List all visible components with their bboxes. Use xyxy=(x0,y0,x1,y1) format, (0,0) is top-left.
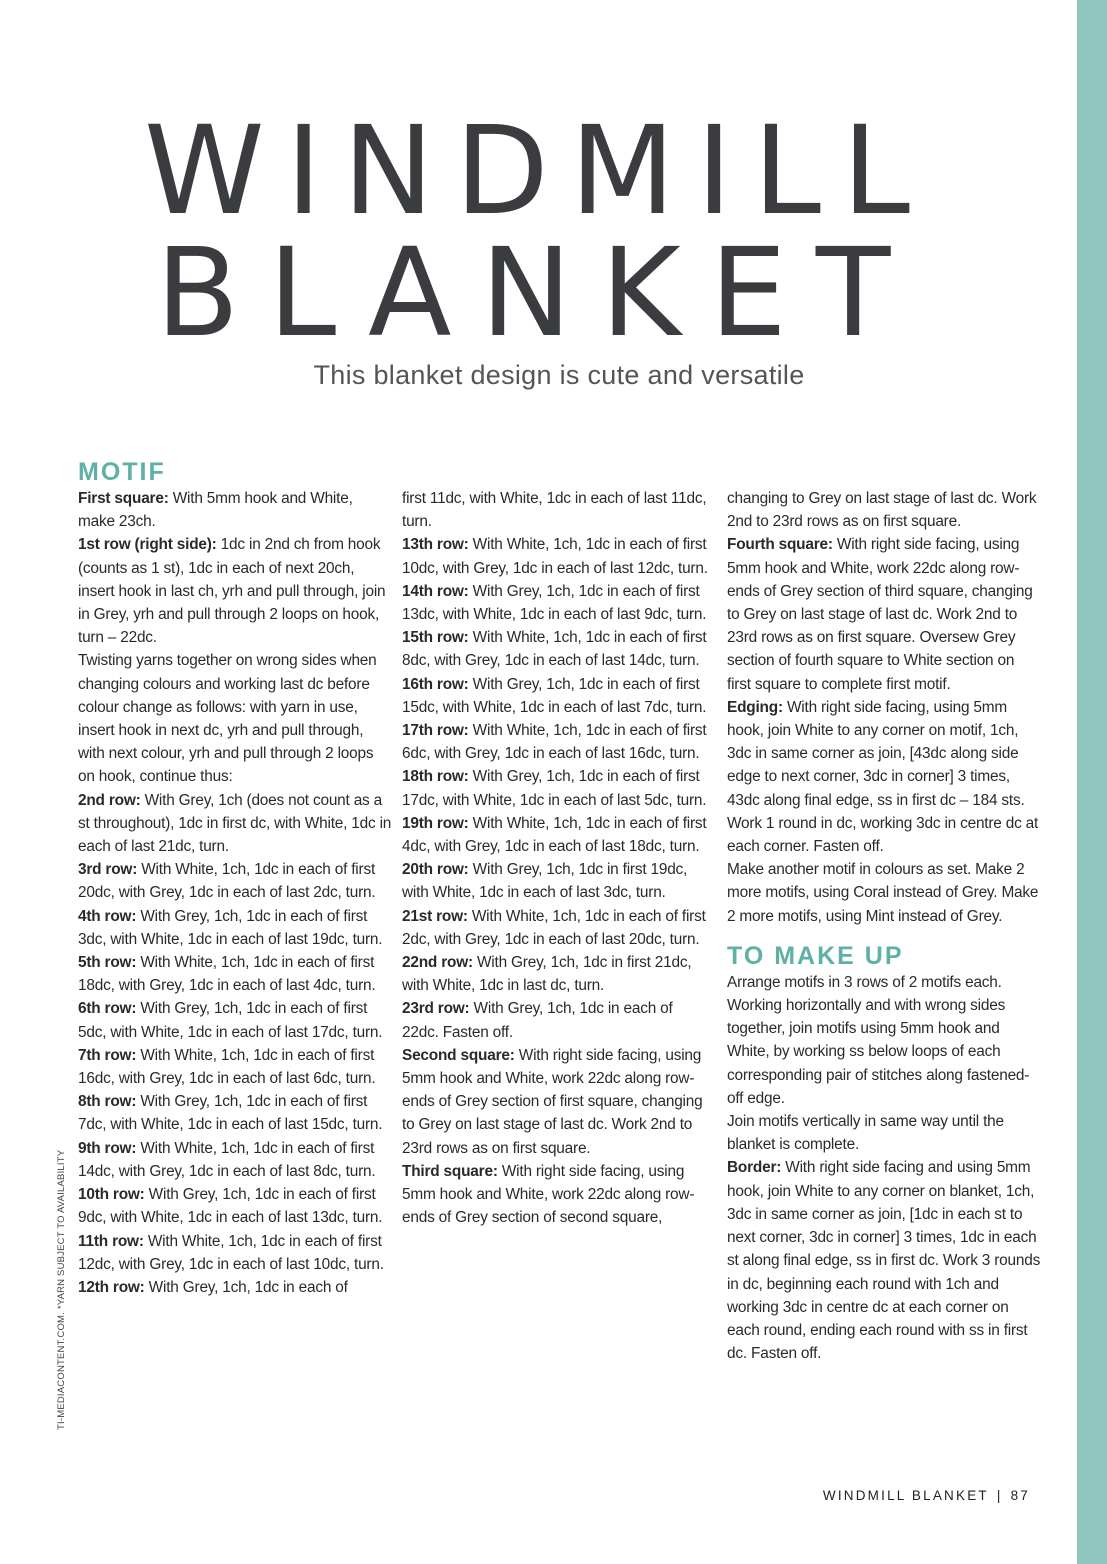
paragraph-label: 18th row: xyxy=(402,768,469,786)
paragraph-label: 2nd row: xyxy=(78,791,141,809)
paragraph-text: With right side facing, using 5mm hook, join White to any corner on motif, 1ch, 3dc in same corner as join, [43dc along side edge to next corner, 3dc in corner] 3 times, 43dc along final edge, ss in first dc – 184 sts. Work 1 round in dc, working 3dc in centre dc at each corner. Fasten off. xyxy=(727,698,1039,856)
paragraph-label: 11th row: xyxy=(78,1232,144,1250)
paragraph xyxy=(402,719,712,765)
paragraph-text: 1dc in 2nd ch from hook (counts as 1 st), 1dc in each of next 20ch, insert hook in last ch, yrh and pull through, join in Grey, yrh and pull through 2 loops on hook, turn – 22dc. xyxy=(78,536,386,647)
paragraph-label: 5th row: xyxy=(78,954,137,972)
paragraph-text: With Grey, 1ch, 1dc in each of 22dc. Fasten off. xyxy=(402,1000,673,1041)
paragraph xyxy=(78,858,393,904)
paragraph-text: With White, 1ch, 1dc in each of first 14dc, with Grey, 1dc in each of last 8dc, turn. xyxy=(78,1139,376,1180)
paragraph-text: With White, 1ch, 1dc in each of first 12dc, with Grey, 1dc in each of last 10dc, turn. xyxy=(78,1232,384,1273)
paragraph-text: With Grey, 1ch, 1dc in each of first 9dc, with White, 1dc in each of last 13dc, turn. xyxy=(78,1186,383,1227)
column-3-body xyxy=(727,487,1042,928)
paragraph-text: Make another motif in colours as set. Make 2 more motifs, using Coral instead of Grey. Make 2 more motifs, using Mint instead of Grey. xyxy=(727,861,1039,925)
paragraph xyxy=(402,765,712,811)
paragraph xyxy=(78,487,393,533)
paragraph-label: 21st row: xyxy=(402,907,468,925)
paragraph-text: With Grey, 1ch, 1dc in each of first 17dc, with White, 1dc in each of last 5dc, turn. xyxy=(402,768,707,809)
paragraph-text: With White, 1ch, 1dc in each of first 10dc, with Grey, 1dc in each of last 12dc, turn. xyxy=(402,536,708,577)
paragraph-label: 17th row: xyxy=(402,722,469,740)
paragraph-text: Twisting yarns together on wrong sides when changing colours and working last dc before colour change as follows: with yarn in use, insert hook in next dc, yrh and pull through, with next colour, yrh and pull through 2 loops on hook, continue thus: xyxy=(78,652,377,786)
column-1 xyxy=(78,458,393,1299)
paragraph-label: 19th row: xyxy=(402,814,469,832)
column-3-body-2 xyxy=(727,971,1042,1365)
paragraph xyxy=(78,1183,393,1229)
paragraph xyxy=(727,1110,1042,1156)
paragraph-text: With White, 1ch, 1dc in each of first 16dc, with Grey, 1dc in each of last 6dc, turn. xyxy=(78,1046,376,1088)
paragraph-label: 3rd row: xyxy=(78,861,138,879)
column-2 xyxy=(402,487,712,1230)
paragraph xyxy=(78,1090,393,1136)
paragraph xyxy=(727,533,1042,695)
paragraph xyxy=(78,905,393,951)
paragraph xyxy=(402,1160,712,1230)
paragraph-text: With right side facing, using 5mm hook and White, work 22dc along row-ends of Grey section of first square, changing to Grey on last stage of last dc. Work 2nd to 23rd rows as on first square. xyxy=(402,1046,703,1157)
paragraph-text: With right side facing, using 5mm hook and White, work 22dc along row-ends of Grey section of second square, xyxy=(402,1162,695,1227)
paragraph xyxy=(402,905,712,951)
paragraph-text: Join motifs vertically in same way until the blanket is complete. xyxy=(727,1113,1004,1154)
paragraph xyxy=(78,1230,393,1276)
paragraph xyxy=(727,858,1042,928)
column-1-body xyxy=(78,487,393,1299)
page-number: 87 xyxy=(1010,1488,1030,1503)
paragraph-text: With Grey, 1ch, 1dc in each of first 15dc, with White, 1dc in each of last 7dc, turn. xyxy=(402,675,707,716)
title-line-1: WINDMILL xyxy=(144,100,931,242)
paragraph xyxy=(78,951,393,997)
paragraph-text: With Grey, 1ch, 1dc in each of first 5dc, with White, 1dc in each of last 17dc, turn. xyxy=(78,1000,383,1041)
paragraph-text: With Grey, 1ch (does not count as a st throughout), 1dc in first dc, with White, 1dc in each of last 21dc, turn. xyxy=(78,791,392,856)
paragraph-label: 20th row: xyxy=(402,861,469,879)
paragraph xyxy=(727,487,1042,533)
paragraph-text: With White, 1ch, 1dc in each of first 2dc, with Grey, 1dc in each of last 20dc, turn. xyxy=(402,907,706,948)
paragraph-text: With White, 1ch, 1dc in each of first 18dc, with Grey, 1dc in each of last 4dc, turn. xyxy=(78,954,376,995)
paragraph-label: 13th row: xyxy=(402,536,469,554)
side-credit: TI-MEDIACONTENT.COM. *YARN SUBJECT TO AVAILABILITY xyxy=(56,1149,67,1430)
paragraph-text: With Grey, 1ch, 1dc in each of first 7dc, with White, 1dc in each of last 15dc, turn. xyxy=(78,1093,383,1134)
title-line-2: BLANKET xyxy=(155,222,920,364)
paragraph xyxy=(78,1044,393,1090)
paragraph-text: With White, 1ch, 1dc in each of first 20dc, with Grey, 1dc in each of last 2dc, turn. xyxy=(78,861,376,902)
paragraph xyxy=(402,812,712,858)
paragraph xyxy=(402,951,712,997)
column-2-body xyxy=(402,487,712,1230)
paragraph-text: With Grey, 1ch, 1dc in each of first 3dc, with White, 1dc in each of last 19dc, turn. xyxy=(78,907,383,948)
paragraph xyxy=(402,533,712,579)
footer-separator: | xyxy=(996,1488,1003,1503)
footer-label: WINDMILL BLANKET xyxy=(822,1488,989,1503)
paragraph-text: first 11dc, with White, 1dc in each of last 11dc, turn. xyxy=(402,490,707,531)
page-footer xyxy=(823,1488,1030,1503)
paragraph-text: changing to Grey on last stage of last dc. Work 2nd to 23rd rows as on first square. xyxy=(727,490,1037,531)
paragraph xyxy=(402,1044,712,1160)
paragraph-text: Arrange motifs in 3 rows of 2 motifs each. Working horizontally and with wrong sides together, join motifs using 5mm hook and White, by working ss below loops of each corresponding pair of stitches along fastened-off edge. xyxy=(727,973,1030,1107)
section-heading-to-make-up: TO MAKE UP xyxy=(727,941,904,970)
paragraph xyxy=(78,997,393,1043)
paragraph-text: With Grey, 1ch, 1dc in first 21dc, with White, 1dc in last dc, turn. xyxy=(402,954,692,995)
paragraph xyxy=(402,673,712,719)
paragraph xyxy=(402,997,712,1043)
paragraph-label: 1st row (right side): xyxy=(78,536,217,554)
paragraph xyxy=(402,580,712,626)
paragraph-label: 12th row: xyxy=(78,1278,145,1296)
paragraph-label: Border: xyxy=(727,1159,782,1177)
paragraph-label: 22nd row: xyxy=(402,954,473,972)
section-heading-motif: MOTIF xyxy=(78,458,166,486)
side-accent-bar xyxy=(1077,0,1107,1564)
paragraph xyxy=(78,789,393,859)
paragraph xyxy=(402,858,712,904)
paragraph-label: 15th row: xyxy=(402,629,469,647)
paragraph xyxy=(402,487,712,533)
paragraph-label: Fourth square: xyxy=(727,536,833,554)
paragraph-label: 9th row: xyxy=(78,1139,137,1157)
paragraph-text: With White, 1ch, 1dc in each of first 8dc, with Grey, 1dc in each of last 14dc, turn. xyxy=(402,629,707,670)
paragraph-text: With 5mm hook and White, make 23ch. xyxy=(78,490,353,531)
paragraph xyxy=(78,1137,393,1183)
paragraph-text: With White, 1ch, 1dc in each of first 6dc, with Grey, 1dc in each of last 16dc, turn. xyxy=(402,722,707,763)
paragraph xyxy=(78,649,393,788)
paragraph xyxy=(727,1156,1042,1365)
paragraph-text: With right side facing and using 5mm hook, join White to any corner on blanket, 1ch, 3dc in same corner as join, [1dc in each st to next corner, 3dc in corner] 3 times, 1dc in each st along final edge, ss in first dc. Work 3 rounds in dc, beginning each round with 1ch and working 3dc in centre dc at each corner on each round, ending each round with ss in first dc. Fasten off. xyxy=(727,1159,1041,1363)
paragraph-label: 7th row: xyxy=(78,1046,137,1064)
paragraph-text: With White, 1ch, 1dc in each of first 4dc, with Grey, 1dc in each of last 18dc, turn. xyxy=(402,814,707,856)
paragraph-text: With Grey, 1ch, 1dc in first 19dc, with White, 1dc in each of last 3dc, turn. xyxy=(402,861,688,902)
paragraph-label: Third square: xyxy=(402,1162,498,1180)
paragraph-label: Edging: xyxy=(727,698,783,716)
paragraph-text: With right side facing, using 5mm hook and White, work 22dc along row-ends of Grey section of third square, changing to Grey on last stage of last dc. Work 2nd to 23rd rows as on first square. Oversew Grey section of fourth square to White section on first square to complete first motif. xyxy=(727,536,1033,693)
paragraph-label: 8th row: xyxy=(78,1093,137,1111)
paragraph-text: With Grey, 1ch, 1dc in each of xyxy=(144,1278,348,1296)
paragraph xyxy=(78,533,393,649)
paragraph-label: 6th row: xyxy=(78,1000,137,1018)
paragraph-text: With Grey, 1ch, 1dc in each of first 13dc, with White, 1dc in each of last 9dc, turn. xyxy=(402,582,707,624)
column-3 xyxy=(727,487,1042,1365)
paragraph xyxy=(727,971,1042,1110)
paragraph xyxy=(727,696,1042,858)
paragraph-label: 4th row: xyxy=(78,907,137,925)
paragraph xyxy=(402,626,712,672)
paragraph-label: 10th row: xyxy=(78,1186,145,1204)
paragraph-label: Second square: xyxy=(402,1046,515,1064)
paragraph-label: 16th row: xyxy=(402,675,469,693)
paragraph-label: 23rd row: xyxy=(402,1000,470,1018)
subtitle: This blanket design is cute and versatile xyxy=(313,360,805,390)
paragraph xyxy=(78,1276,393,1299)
paragraph-label: First square: xyxy=(78,490,169,507)
paragraph-label: 14th row: xyxy=(402,582,469,600)
